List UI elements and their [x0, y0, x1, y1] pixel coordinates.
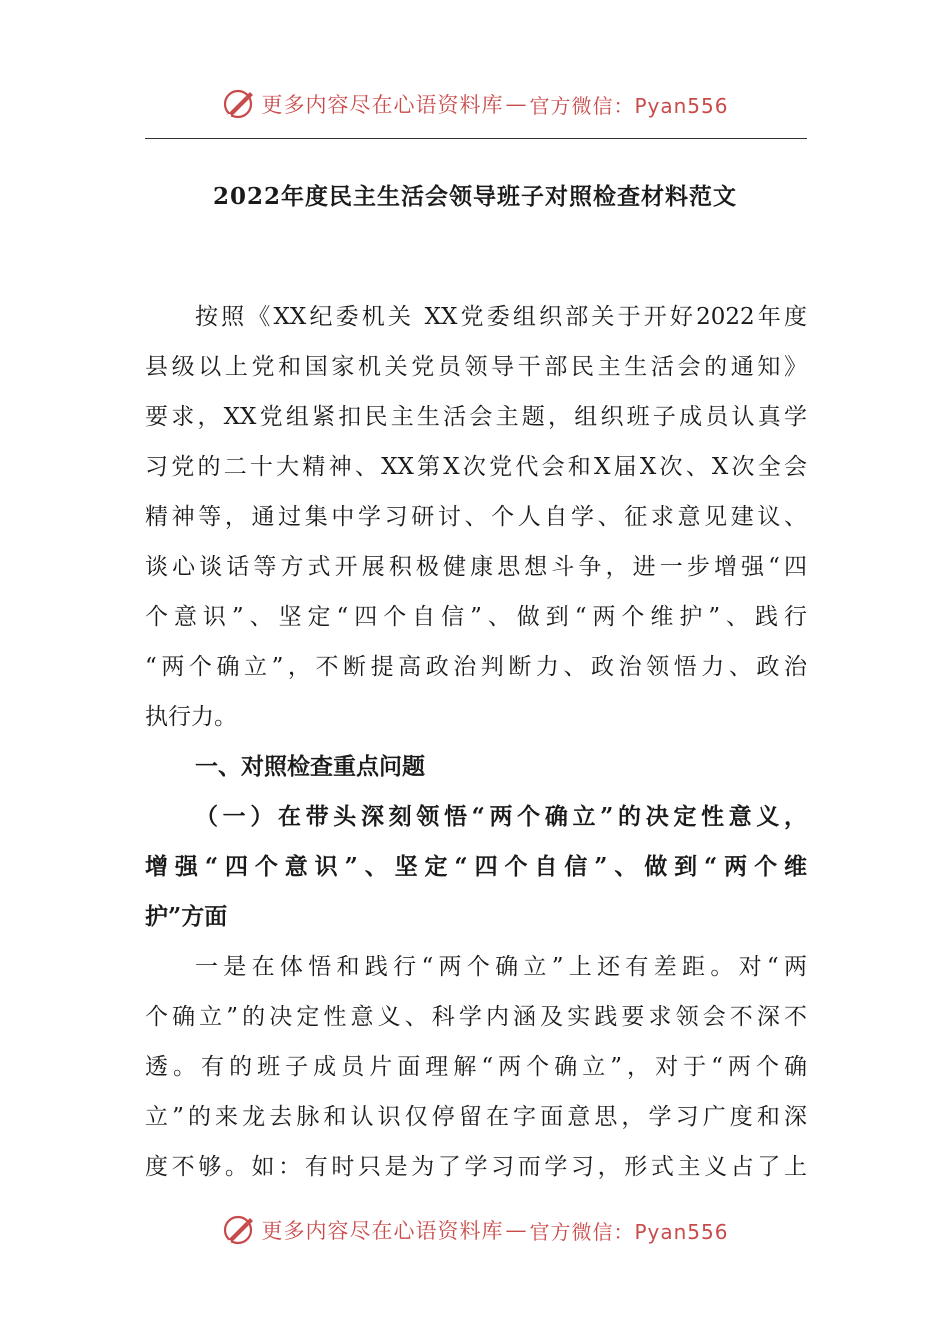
paragraph-line: 精神等，通过集中学习研讨、个人自学、征求意见建议、 [145, 504, 807, 530]
footer-banner-text: 更多内容尽在心语资料库 [261, 1219, 504, 1243]
header-banner [0, 84, 950, 124]
paragraph-line: 个确立”的决定性意义、科学内涵及实践要求领会不深不 [145, 1004, 807, 1030]
document-body [145, 292, 807, 1192]
paragraph-line: 执行力。 [145, 704, 237, 730]
paragraph-line: 透。有的班子成员片面理解“两个确立”，对于“两个确 [145, 1054, 807, 1080]
subsection-heading-line: 护”方面 [145, 903, 228, 930]
footer-banner [0, 1210, 950, 1250]
paragraph-line: 立”的来龙去脉和认识仅停留在字面意思，学习广度和深 [145, 1104, 807, 1130]
section-heading: 一、对照检查重点问题 [195, 753, 425, 780]
footer-banner-dash: — [505, 1218, 528, 1242]
pen-logo-icon [221, 1213, 255, 1247]
subsection-heading-line: （一）在带头深刻领悟“两个确立”的决定性意义， [195, 803, 807, 830]
header-wechat-text: 官方微信：Pyan556 [529, 93, 729, 118]
paragraph-line: 习党的二十大精神、XX第X次党代会和X届X次、X次全会 [145, 454, 807, 480]
document-title: 2022年度民主生活会领导班子对照检查材料范文 [212, 183, 737, 210]
header-divider [145, 138, 807, 139]
header-banner-dash: — [505, 92, 528, 116]
paragraph-line: 谈心谈话等方式开展积极健康思想斗争，进一步增强“四 [145, 554, 807, 580]
footer-wechat-text: 官方微信：Pyan556 [529, 1219, 729, 1244]
paragraph-line: “两个确立”，不断提高政治判断力、政治领悟力、政治 [145, 654, 807, 680]
paragraph-line: 个意识”、坚定“四个自信”、做到“两个维护”、践行 [145, 604, 807, 630]
pen-logo-icon [221, 87, 255, 121]
paragraph-line: 按照《XX纪委机关 XX党委组织部关于开好2022年度 [195, 304, 807, 330]
paragraph-line: 县级以上党和国家机关党员领导干部民主生活会的通知》 [145, 354, 807, 380]
subsection-heading-line: 增强“四个意识”、坚定“四个自信”、做到“两个维 [145, 853, 807, 880]
paragraph-line: 要求，XX党组紧扣民主生活会主题，组织班子成员认真学 [145, 404, 807, 430]
paragraph-line: 一是在体悟和践行“两个确立”上还有差距。对“两 [195, 954, 807, 980]
header-banner-text: 更多内容尽在心语资料库 [261, 93, 504, 117]
paragraph-line: 度不够。如：有时只是为了学习而学习，形式主义占了上 [145, 1154, 807, 1180]
